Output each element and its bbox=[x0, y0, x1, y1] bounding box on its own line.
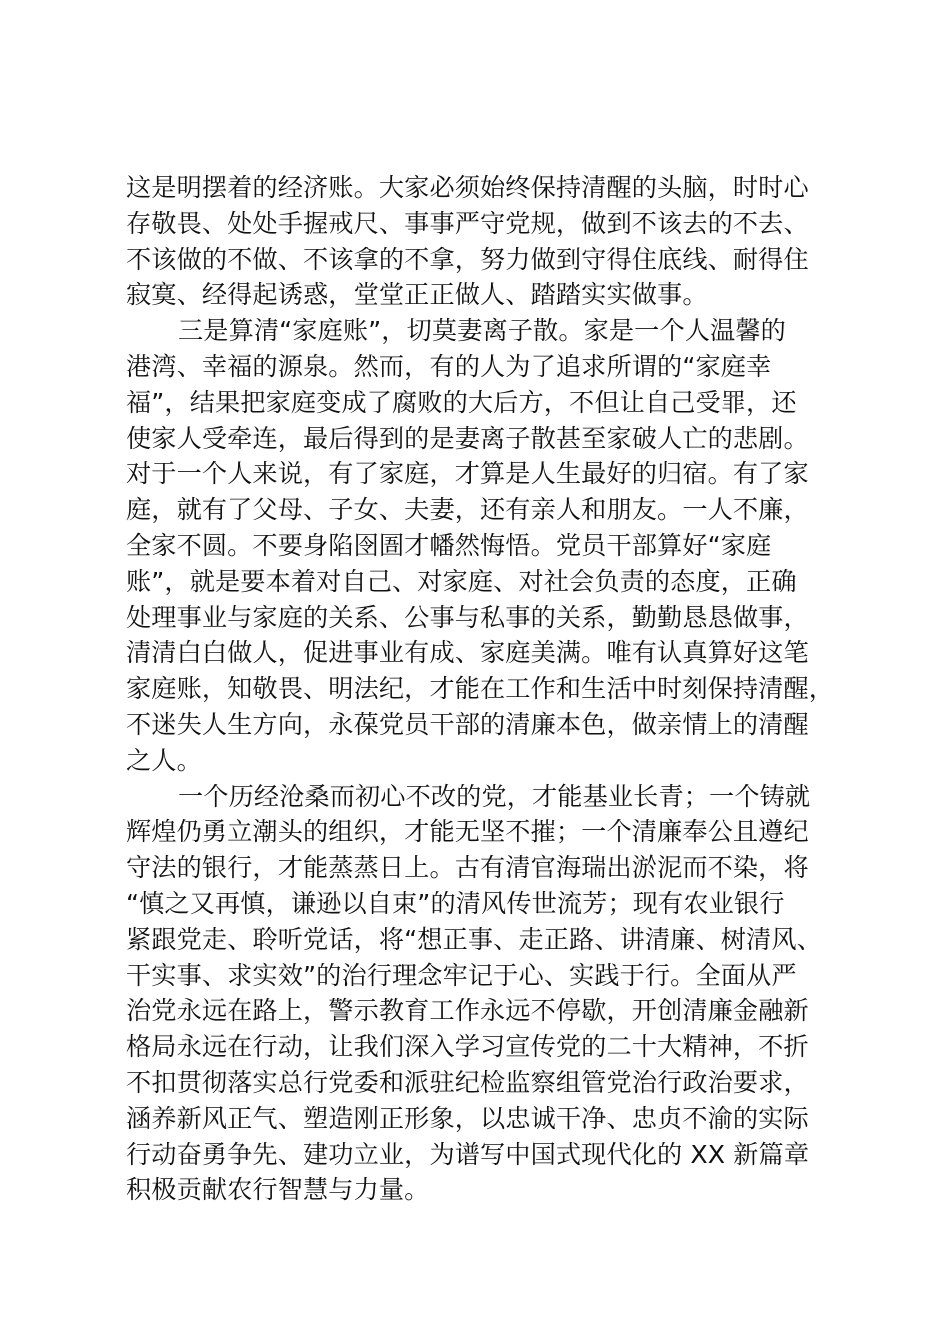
text-line: 治党永远在路上，警示教育工作永远不停歇，开创清廉金融新 bbox=[126, 996, 809, 1026]
text-line: 紧跟党走、聆听党话，将“想正事、走正路、讲清廉、树清风、 bbox=[126, 924, 822, 954]
text-line: 干实事、求实效”的治行理念牢记于心、实践于行。全面从严 bbox=[126, 960, 797, 990]
text-line: 不迷失人生方向，永葆党员干部的清廉本色，做亲情上的清醒 bbox=[126, 709, 809, 739]
text-line: “慎之又再慎，谦逊以自束”的清风传世流芳；现有农业银行 bbox=[126, 888, 785, 918]
text-line: 账”，就是要本着对自己、对家庭、对社会负责的态度，正确 bbox=[126, 566, 797, 596]
text-line: 存敬畏、处处手握戒尺、事事严守党规，做到不该去的不去、 bbox=[126, 208, 809, 238]
body-text bbox=[126, 170, 852, 1208]
text-line: 全家不圆。不要身陷囹圄才幡然悔悟。党员干部算好“家庭 bbox=[126, 530, 772, 560]
text-line: 庭，就有了父母、子女、夫妻，还有亲人和朋友。一人不廉， bbox=[126, 495, 809, 525]
text-line: 清清白白做人，促进事业有成、家庭美满。唯有认真算好这笔 bbox=[126, 638, 809, 668]
text-line: 积极贡献农行智慧与力量。 bbox=[126, 1175, 430, 1205]
paragraph-start-line: 三是算清“家庭账”，切莫妻离子散。家是一个人温馨的 bbox=[178, 316, 786, 346]
text-line: 辉煌仍勇立潮头的组织，才能无坚不摧；一个清廉奉公且遵纪 bbox=[126, 817, 809, 847]
text-line: 不该做的不做、不该拿的不拿，努力做到守得住底线、耐得住 bbox=[126, 244, 809, 274]
text-line: 使家人受牵连，最后得到的是妻离子散甚至家破人亡的悲剧。 bbox=[126, 423, 809, 453]
text-line: 这是明摆着的经济账。大家必须始终保持清醒的头脑，时时心 bbox=[126, 173, 809, 202]
text-line: 家庭账，知敬畏、明法纪，才能在工作和生活中时刻保持清醒， bbox=[126, 674, 835, 704]
text-line: 格局永远在行动，让我们深入学习宣传党的二十大精神，不折 bbox=[126, 1032, 809, 1062]
text-line: 对于一个人来说，有了家庭，才算是人生最好的归宿。有了家 bbox=[126, 459, 809, 489]
text-line: 行动奋勇争先、建功立业，为谱写中国式现代化的 XX 新篇章 bbox=[126, 1139, 810, 1169]
text-line: 之人。 bbox=[126, 745, 202, 775]
text-line: 处理事业与家庭的关系、公事与私事的关系，勤勤恳恳做事， bbox=[126, 602, 809, 632]
text-line: 港湾、幸福的源泉。然而，有的人为了追求所谓的“家庭幸 bbox=[126, 351, 772, 381]
paragraph-start-line: 一个历经沧桑而初心不改的党，才能基业长青；一个铸就 bbox=[178, 781, 811, 811]
text-line: 涵养新风正气、塑造刚正形象，以忠诚干净、忠贞不渝的实际 bbox=[126, 1103, 809, 1133]
text-line: 寂寞、经得起诱惑，堂堂正正做人、踏踏实实做事。 bbox=[126, 280, 708, 310]
text-line: 守法的银行，才能蒸蒸日上。古有清官海瑞出淤泥而不染，将 bbox=[126, 853, 809, 883]
text-line: 福”，结果把家庭变成了腐败的大后方，不但让自己受罪，还 bbox=[126, 387, 797, 417]
text-line: 不扣贯彻落实总行党委和派驻纪检监察组管党治行政治要求， bbox=[126, 1067, 809, 1097]
